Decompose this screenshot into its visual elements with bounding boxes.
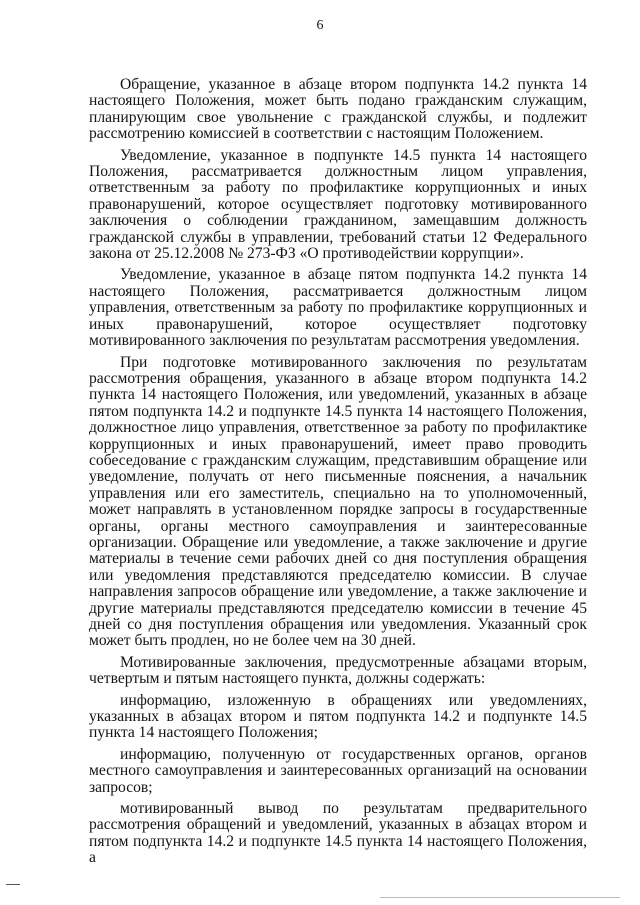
paragraph-appeal-submission: Обращение, указанное в абзаце втором подпункта 14.2 пункта 14 настоящего Положения, может быть подано гражданским служащим, планирующим свое увольнение с гражданской службы, и подлежит рассмотрению комиссией в соответствии с настоящим Положением.: [89, 76, 587, 143]
page-number: 6: [316, 18, 324, 33]
list-item-information-received: информацию, полученную от государственных органов, органов местного самоуправления и заинтересованных организаций на основании запросов;: [89, 745, 587, 796]
scan-mark-right: [380, 897, 620, 898]
paragraph-conclusion-preparation: При подготовке мотивированного заключения по результатам рассмотрения обращения, указанного в абзаце втором подпункта 14.2 пункта 14 настоящего Положения, или уведомлений, указанных в абзаце пятом подпункта 14.2 и подпункте 14.5 пункта 14 настоящего Положения, должностное лицо управления, ответственное за работу по профилактике коррупционных и иных правонарушений, имеет право проводить собеседование с гражданским служащим, представившим обращение или уведомление, получать от него письменные пояснения, а начальник управления или его заместитель, специально на то уполномоченный, может направлять в установленном порядке запросы в государственные органы, органы местного самоуправления и заинтересованные организации. Обращение или уведомление, а также заключение и другие материалы в течение семи рабочих дней со дня поступления обращения или уведомления представляются председателю комиссии. В случае направления запросов обращение или уведомление, а также заключение и другие материалы представляются председателю комиссии в течение 45 дней со дня поступления обращения или уведомления. Указанный срок может быть продлен, но не более чем на 30 дней.: [89, 353, 587, 650]
list-item-information-stated: информацию, изложенную в обращениях или уведомлениях, указанных в абзацах втором и пятом подпункта 14.2 и подпункте 14.5 пункта 14 настоящего Положения;: [89, 691, 587, 742]
list-item-reasoned-conclusion: мотивированный вывод по результатам предварительного рассмотрения обращений и уведомлений, указанных в абзацах втором и пятом подпункта 14.2 и подпункте 14.5 пункта 14 настоящего Положения, а: [89, 800, 587, 867]
paragraph-notice-14-5: Уведомление, указанное в подпункте 14.5 пункта 14 настоящего Положения, рассматривается должностным лицом управления, ответственным за работу по профилактике коррупционных и иных правонарушений, которое осуществляет подготовку мотивированного заключения о соблюдении гражданином, замещавшим должность гражданской службы в управлении, требований статьи 12 Федерального закона от 25.12.2008 № 273-ФЗ «О противодействии коррупции».: [89, 146, 587, 263]
paragraph-notice-14-2: Уведомление, указанное в абзаце пятом подпункта 14.2 пункта 14 настоящего Положения, рассматривается должностным лицом управления, ответственным за работу по профилактике коррупционных и иных правонарушений, которое осуществляет подготовку мотивированного заключения по результатам рассмотрения уведомления.: [89, 266, 587, 350]
scan-mark-left: [6, 884, 20, 885]
paragraph-conclusion-contents: Мотивированные заключения, предусмотренные абзацами вторым, четвертым и пятым настоящего пункта, должны содержать:: [89, 653, 587, 688]
document-body: [89, 77, 587, 867]
